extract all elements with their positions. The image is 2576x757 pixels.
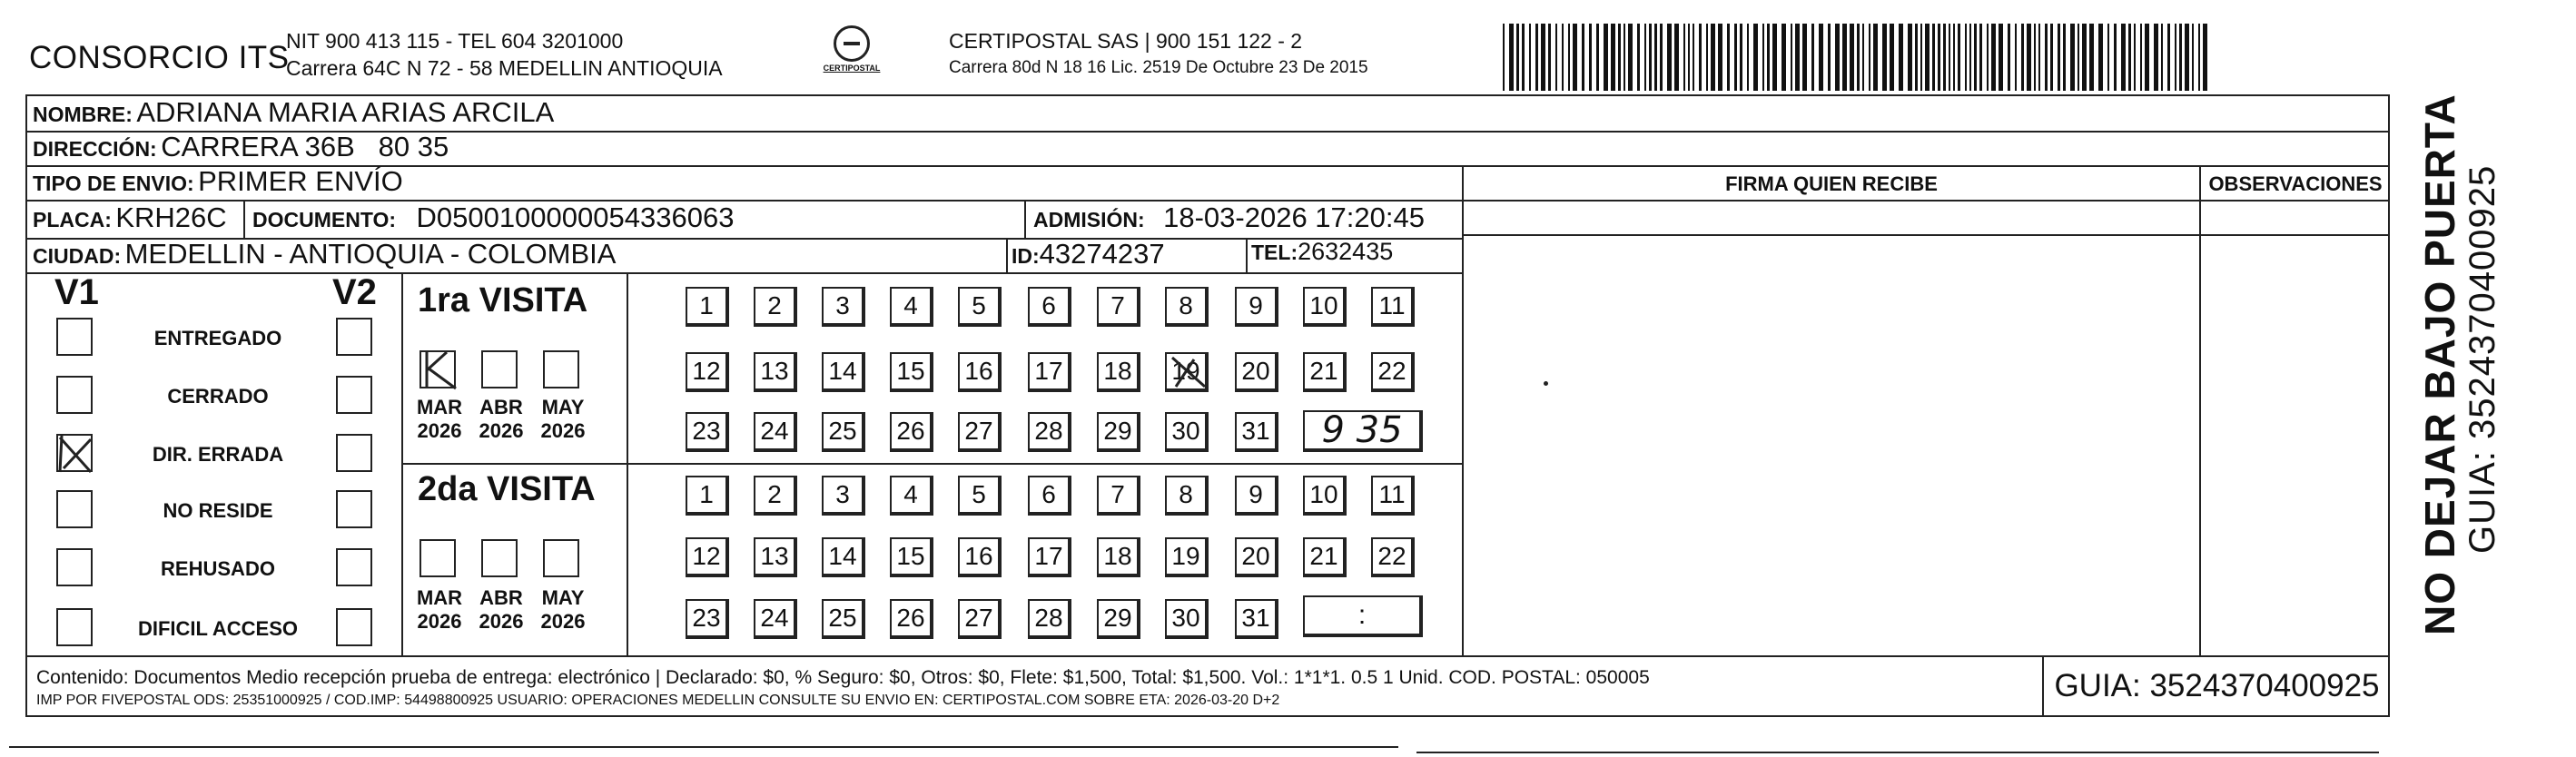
company-info	[286, 27, 723, 82]
barcode-bar	[1795, 24, 1800, 91]
v1-header: V1	[54, 272, 99, 312]
day-box[interactable]: 15	[890, 352, 933, 392]
barcode-bar	[1920, 24, 1922, 91]
barcode-bar	[2140, 24, 2142, 91]
status-label: DIFICIL ACCESO	[137, 617, 298, 640]
day-box[interactable]: 19	[1165, 537, 1209, 577]
barcode-bar	[1908, 24, 1912, 91]
day-box[interactable]: 26	[890, 599, 933, 639]
v2-checkbox[interactable]	[336, 318, 372, 356]
barcode-bar	[2154, 24, 2158, 91]
day-box[interactable]: 11	[1371, 476, 1415, 516]
id-field	[1012, 238, 1165, 270]
placa-field	[33, 202, 227, 234]
day-box[interactable]: 6	[1028, 287, 1071, 327]
day-box[interactable]: 23	[686, 599, 729, 639]
day-box[interactable]: 24	[754, 599, 797, 639]
barcode-bar	[1711, 24, 1715, 91]
day-box[interactable]: 6	[1028, 476, 1071, 516]
day-box[interactable]: 11	[1371, 287, 1415, 327]
month-year: 2026	[417, 419, 462, 442]
day-box[interactable]: 1	[686, 476, 729, 516]
status-label: DIR. ERRADA	[152, 443, 284, 466]
barcode-bar	[1890, 24, 1894, 91]
barcode-bar	[1706, 24, 1708, 91]
month-checkbox[interactable]	[419, 350, 456, 388]
day-box[interactable]: 31	[1235, 412, 1278, 452]
month-label	[534, 586, 592, 634]
guia-number: GUIA: 3524370400925	[2042, 655, 2390, 717]
nombre-value: ADRIANA MARIA ARIAS ARCILA	[136, 96, 555, 128]
certipostal-logo	[806, 25, 897, 82]
v2-checkbox[interactable]	[336, 608, 372, 646]
barcode-bar	[2134, 24, 2136, 91]
barcode-bar	[1624, 24, 1625, 91]
barcode-bar	[1850, 24, 1854, 91]
barcode-bar	[1882, 24, 1887, 91]
barcode-bar	[2027, 24, 2031, 91]
barcode-bar	[1899, 24, 1903, 91]
barcode-bar	[1628, 24, 1633, 91]
barcode-bar	[1753, 24, 1758, 91]
barcode-bar	[1688, 24, 1690, 91]
admision-field	[1033, 202, 1425, 234]
month-name: MAY	[541, 586, 585, 609]
logo-caption: CERTIPOSTAL	[823, 64, 881, 73]
carrier-address: Carrera 80d N 18 16 Lic. 2519 De Octubre 23 De 2015	[949, 58, 1368, 77]
v1-checkbox[interactable]	[56, 318, 93, 356]
day-box[interactable]: 3	[822, 287, 865, 327]
barcode-bar	[2089, 24, 2094, 91]
carrier-info	[949, 27, 1368, 82]
ciudad-field	[33, 238, 616, 270]
visit1-title: 1ra VISITA	[418, 281, 588, 320]
day-box[interactable]: 4	[890, 287, 933, 327]
barcode-bar	[2078, 24, 2079, 91]
day-box[interactable]: 2	[754, 287, 797, 327]
barcode	[1503, 24, 2220, 91]
v1-checkbox[interactable]	[56, 548, 93, 586]
day-box[interactable]: 16	[958, 352, 1002, 392]
direccion-row	[33, 131, 449, 163]
day-box[interactable]: 26	[890, 412, 933, 452]
day-box[interactable]: 14	[822, 352, 865, 392]
direccion-value: CARRERA 36B 80 35	[161, 131, 449, 162]
barcode-bar	[1683, 24, 1685, 91]
barcode-bar	[1644, 24, 1646, 91]
barcode-bar	[1965, 24, 1967, 91]
ciudad-value: MEDELLIN - ANTIOQUIA - COLOMBIA	[124, 238, 617, 270]
barcode-bar	[1943, 24, 1946, 91]
v2-checkbox[interactable]	[336, 434, 372, 472]
barcode-bar	[1667, 24, 1672, 91]
documento-value: D0500100000054336063	[416, 202, 735, 233]
barcode-bar	[2050, 24, 2053, 91]
month-name: MAY	[541, 396, 585, 418]
day-box[interactable]: 7	[1097, 476, 1140, 516]
day-box[interactable]: 23	[686, 412, 729, 452]
barcode-bar	[1522, 24, 1525, 91]
v1-checkbox[interactable]	[56, 608, 93, 646]
barcode-bar	[2038, 24, 2040, 91]
barcode-bar	[1582, 24, 1584, 91]
id-value: 43274237	[1039, 238, 1165, 270]
barcode-bar	[1740, 24, 1742, 91]
v2-header: V2	[332, 272, 377, 312]
tel-field	[1251, 238, 1393, 266]
month-year: 2026	[417, 610, 462, 633]
day-box[interactable]: 1	[686, 287, 729, 327]
barcode-bar	[2167, 24, 2170, 91]
day-box[interactable]: 5	[958, 476, 1002, 516]
day-box[interactable]: 28	[1028, 412, 1071, 452]
barcode-bar	[1727, 24, 1730, 91]
day-box[interactable]: 16	[958, 537, 1002, 577]
barcode-bar	[2098, 24, 2103, 91]
barcode-bar	[1734, 24, 1737, 91]
barcode-bar	[1819, 24, 1823, 91]
day-box[interactable]: 2	[754, 476, 797, 516]
barcode-bar	[2198, 24, 2200, 91]
tipo-row	[33, 165, 403, 198]
month-year: 2026	[479, 610, 524, 633]
day-box[interactable]: 20	[1235, 352, 1278, 392]
barcode-bar	[1772, 24, 1777, 91]
barcode-bar	[1991, 24, 1996, 91]
v1-checkbox[interactable]	[56, 434, 93, 472]
barcode-bar	[1503, 24, 1505, 91]
barcode-bar	[2175, 24, 2176, 91]
barcode-bar	[1596, 24, 1599, 91]
visit1-time: 9 35	[1303, 410, 1423, 452]
month-label	[410, 586, 469, 634]
day-box[interactable]: 17	[1028, 537, 1071, 577]
barcode-bar	[1842, 24, 1847, 91]
day-box[interactable]: 22	[1371, 537, 1415, 577]
barcode-bar	[1811, 24, 1814, 91]
no-dejar-notice: NO DEJAR BAJO PUERTA	[2416, 93, 2463, 635]
barcode-bar	[1516, 24, 1519, 91]
barcode-bar	[1747, 24, 1749, 91]
day-box[interactable]: 18	[1097, 537, 1140, 577]
visit2-title: 2da VISITA	[418, 470, 596, 508]
month-year: 2026	[540, 419, 586, 442]
barcode-bar	[1660, 24, 1663, 91]
barcode-bar	[2045, 24, 2048, 91]
status-label: CERRADO	[167, 385, 269, 408]
day-box[interactable]: 8	[1165, 287, 1209, 327]
barcode-bar	[1862, 24, 1864, 91]
barcode-bar	[1969, 24, 1971, 91]
barcode-bar	[1791, 24, 1792, 91]
barcode-bar	[1869, 24, 1870, 91]
day-box[interactable]: 15	[890, 537, 933, 577]
barcode-bar	[1979, 24, 1982, 91]
barcode-bar	[1999, 24, 2003, 91]
barcode-bar	[1654, 24, 1657, 91]
carrier-line: CERTIPOSTAL SAS | 900 151 122 - 2	[949, 29, 1303, 53]
day-box[interactable]: 27	[958, 599, 1002, 639]
month-checkbox[interactable]	[543, 539, 579, 577]
day-box[interactable]: 13	[754, 537, 797, 577]
v1-checkbox[interactable]	[56, 376, 93, 414]
documento-label: DOCUMENTO:	[252, 208, 397, 231]
day-box[interactable]: 8	[1165, 476, 1209, 516]
barcode-bar	[1958, 24, 1960, 91]
month-label	[472, 586, 530, 634]
month-checkbox[interactable]	[543, 350, 579, 388]
barcode-bar	[1568, 24, 1570, 91]
month-checkbox[interactable]	[481, 350, 518, 388]
barcode-bar	[2185, 24, 2189, 91]
barcode-bar	[1835, 24, 1840, 91]
day-box[interactable]: 18	[1097, 352, 1140, 392]
imp-line: IMP POR FIVEPOSTAL ODS: 25351000925 / COD.IMP: 54498800925 USUARIO: OPERACIONES MEDELLIN CONSULTE SU ENVIO EN: CERTIPOSTAL.COM SOBRE ETA: 2026-03-20 D+2	[36, 693, 1280, 708]
barcode-bar	[1611, 24, 1615, 91]
barcode-bar	[2192, 24, 2194, 91]
day-box[interactable]: 29	[1097, 599, 1140, 639]
nombre-label: NOMBRE:	[33, 103, 133, 126]
tipo-label: TIPO DE ENVIO:	[33, 172, 194, 195]
barcode-bar	[1953, 24, 1955, 91]
barcode-bar	[2070, 24, 2075, 91]
ciudad-label: CIUDAD:	[33, 244, 122, 268]
direccion-label: DIRECCIÓN:	[33, 137, 157, 161]
placa-label: PLACA:	[33, 208, 112, 231]
day-box[interactable]: 4	[890, 476, 933, 516]
contenido-line: Contenido: Documentos Medio recepción prueba de entrega: electrónico | Declarado: $0, % Seguro: $0, Otros: $0, Flete: $1,500, Total: $1,500. Vol.: 1*1*1. 0.5 1 Unid. COD. POSTAL: 050005	[36, 667, 1650, 688]
barcode-bar	[2021, 24, 2024, 91]
day-box[interactable]: 28	[1028, 599, 1071, 639]
barcode-bar	[1949, 24, 1950, 91]
day-box[interactable]: 27	[958, 412, 1002, 452]
day-box[interactable]: 10	[1303, 476, 1347, 516]
barcode-bar	[1649, 24, 1652, 91]
month-year: 2026	[479, 419, 524, 442]
day-box[interactable]: 17	[1028, 352, 1071, 392]
month-label	[472, 396, 530, 443]
barcode-bar	[1548, 24, 1551, 91]
company-name: CONSORCIO ITS	[29, 40, 290, 75]
month-label	[534, 396, 592, 443]
day-box[interactable]: 5	[958, 287, 1002, 327]
day-box[interactable]: 3	[822, 476, 865, 516]
barcode-bar	[1573, 24, 1577, 91]
day-box[interactable]: 10	[1303, 287, 1347, 327]
day-box[interactable]: 12	[686, 352, 729, 392]
signature-dot	[1544, 381, 1548, 386]
barcode-bar	[2082, 24, 2087, 91]
barcode-bar	[1618, 24, 1621, 91]
month-checkbox[interactable]	[419, 539, 456, 577]
day-box[interactable]: 24	[754, 412, 797, 452]
barcode-bar	[1873, 24, 1878, 91]
barcode-bar	[1541, 24, 1545, 91]
nit-line: NIT 900 413 115 - TEL 604 3201000	[286, 29, 624, 53]
barcode-bar	[1637, 24, 1640, 91]
nombre-row	[33, 96, 554, 129]
barcode-bar	[1509, 24, 1514, 91]
barcode-bar	[2121, 24, 2126, 91]
id-label: ID:	[1012, 244, 1040, 268]
v2-checkbox[interactable]	[336, 376, 372, 414]
visit2-time: :	[1303, 595, 1423, 637]
day-box[interactable]: 25	[822, 599, 865, 639]
barcode-bar	[1857, 24, 1860, 91]
barcode-bar	[2128, 24, 2131, 91]
barcode-bar	[1762, 24, 1764, 91]
day-box[interactable]: 12	[686, 537, 729, 577]
tel-label: TEL:	[1251, 241, 1298, 264]
month-label	[410, 396, 469, 443]
month-checkbox[interactable]	[481, 539, 518, 577]
day-box[interactable]: 30	[1165, 412, 1209, 452]
barcode-bar	[2034, 24, 2036, 91]
day-box[interactable]: 14	[822, 537, 865, 577]
barcode-bar	[1562, 24, 1564, 91]
month-name: ABR	[479, 586, 523, 609]
firma-header: FIRMA QUIEN RECIBE	[1725, 172, 1938, 195]
barcode-bar	[1674, 24, 1679, 91]
barcode-bar	[2015, 24, 2017, 91]
barcode-bar	[1781, 24, 1786, 91]
status-label: NO RESIDE	[163, 499, 273, 522]
documento-field	[252, 202, 734, 234]
barcode-bar	[2058, 24, 2060, 91]
tipo-value: PRIMER ENVÍO	[198, 165, 403, 197]
v2-checkbox[interactable]	[336, 548, 372, 586]
day-box[interactable]: 30	[1165, 599, 1209, 639]
day-box[interactable]: 20	[1235, 537, 1278, 577]
day-box[interactable]: 21	[1303, 537, 1347, 577]
barcode-bar	[1589, 24, 1592, 91]
month-year: 2026	[540, 610, 586, 633]
month-name: MAR	[416, 586, 463, 609]
day-box[interactable]: 31	[1235, 599, 1278, 639]
barcode-bar	[1925, 24, 1930, 91]
v1-checkbox[interactable]	[56, 490, 93, 528]
barcode-bar	[2145, 24, 2149, 91]
barcode-bar	[2063, 24, 2066, 91]
barcode-bar	[1535, 24, 1538, 91]
barcode-bar	[2203, 24, 2207, 91]
day-box[interactable]: 9	[1235, 476, 1278, 516]
day-box[interactable]: 19	[1165, 352, 1209, 392]
barcode-bar	[2114, 24, 2117, 91]
admision-value: 18-03-2026 17:20:45	[1163, 202, 1425, 233]
status-label: ENTREGADO	[153, 327, 282, 349]
month-name: ABR	[479, 396, 523, 418]
barcode-bar	[1987, 24, 1989, 91]
barcode-bar	[1938, 24, 1940, 91]
placa-value: KRH26C	[115, 202, 227, 233]
day-box[interactable]: 13	[754, 352, 797, 392]
barcode-bar	[1604, 24, 1608, 91]
barcode-bar	[1828, 24, 1831, 91]
barcode-bar	[1718, 24, 1722, 91]
day-box[interactable]: 25	[822, 412, 865, 452]
barcode-bar	[1555, 24, 1557, 91]
month-name: MAR	[416, 396, 463, 418]
admision-label: ADMISIÓN:	[1033, 208, 1145, 231]
observaciones-header: OBSERVACIONES	[2208, 172, 2383, 195]
barcode-bar	[1693, 24, 1694, 91]
day-box[interactable]: 9	[1235, 287, 1278, 327]
tel-value: 2632435	[1298, 238, 1394, 265]
barcode-bar	[1802, 24, 1807, 91]
day-box[interactable]: 29	[1097, 412, 1140, 452]
day-box[interactable]: 22	[1371, 352, 1415, 392]
barcode-bar	[1932, 24, 1935, 91]
barcode-bar	[2107, 24, 2109, 91]
company-address: Carrera 64C N 72 - 58 MEDELLIN ANTIOQUIA	[286, 56, 723, 80]
status-label: REHUSADO	[161, 557, 275, 580]
barcode-bar	[2161, 24, 2163, 91]
barcode-bar	[1915, 24, 1918, 91]
barcode-bar	[1529, 24, 1531, 91]
barcode-bar	[1767, 24, 1770, 91]
side-guia-number: GUIA: 3524370400925	[2462, 164, 2502, 554]
barcode-bar	[1699, 24, 1702, 91]
v2-checkbox[interactable]	[336, 490, 372, 528]
barcode-bar	[2179, 24, 2182, 91]
logo-icon	[834, 25, 870, 62]
day-box[interactable]: 7	[1097, 287, 1140, 327]
barcode-bar	[2008, 24, 2010, 91]
day-box[interactable]: 21	[1303, 352, 1347, 392]
barcode-bar	[1974, 24, 1977, 91]
